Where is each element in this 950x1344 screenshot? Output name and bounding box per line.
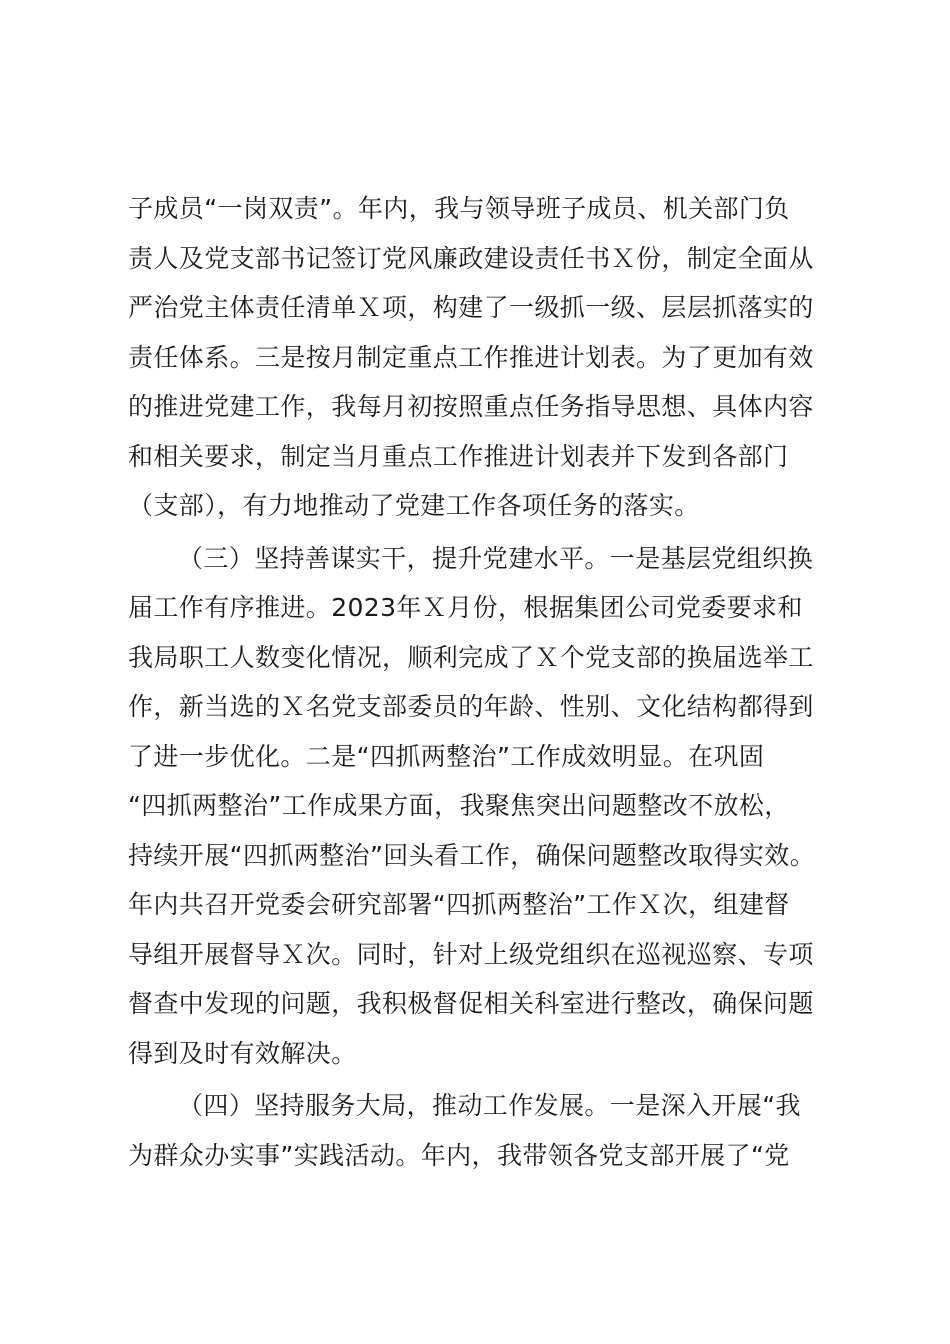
text-line: 责人及党支部书记签订党风廉政建设责任书Ｘ份，制定全面从: [128, 243, 814, 273]
text-line: 子成员“一岗双责”。年内，我与领导班子成员、机关部门负: [128, 194, 790, 223]
text-line: （三）坚持善谋实干，提升党建水平。一是基层党组织换: [178, 543, 814, 573]
text-line: 的推进党建工作，我每月初按照重点任务指导思想、具体内容: [128, 392, 814, 421]
text-line: 得到及时有效解决。: [128, 1038, 357, 1068]
text-line: 严治党主体责任清单Ｘ项，构建了一级抓一级、层层抓落实的: [128, 293, 814, 322]
paragraph-2: [128, 534, 840, 1079]
document-body: [128, 184, 840, 1180]
text-line: 了进一步优化。二是“四抓两整治”工作成效明显。在巩固: [128, 741, 765, 771]
text-line: 持续开展“四抓两整治”回头看工作，确保问题整改取得实效。: [128, 840, 816, 870]
paragraph-3: [128, 1081, 840, 1180]
text-line: “四抓两整治”工作成果方面，我聚焦突出问题整改不放松，: [128, 791, 790, 820]
text-line: 督查中发现的问题，我积极督促相关科室进行整改，确保问题: [128, 989, 814, 1018]
text-line: （支部），有力地推动了党建工作各项任务的落实。: [128, 491, 700, 520]
text-line: 作，新当选的Ｘ名党支部委员的年龄、性别、文化结构都得到: [128, 692, 814, 721]
text-line: 为群众办实事”实践活动。年内，我带领各党支部开展了“党: [128, 1140, 790, 1170]
text-line: 届工作有序推进。2023年Ｘ月份，根据集团公司党委要求和: [128, 593, 803, 622]
text-line: 导组开展督导Ｘ次。同时，针对上级党组织在巡视巡察、专项: [128, 939, 814, 969]
text-line: 年内共召开党委会研究部署“四抓两整治”工作Ｘ次，组建督: [128, 890, 790, 919]
text-line: 我局职工人数变化情况，顺利完成了Ｘ个党支部的换届选举工: [128, 642, 814, 672]
paragraph-1: [128, 184, 840, 531]
text-line: 和相关要求，制定当月重点工作推进计划表并下发到各部门: [128, 441, 789, 471]
text-line: 责任体系。三是按月制定重点工作推进计划表。为了更加有效: [128, 342, 814, 372]
text-line: （四）坚持服务大局，推动工作发展。一是深入开展“我: [178, 1091, 801, 1120]
